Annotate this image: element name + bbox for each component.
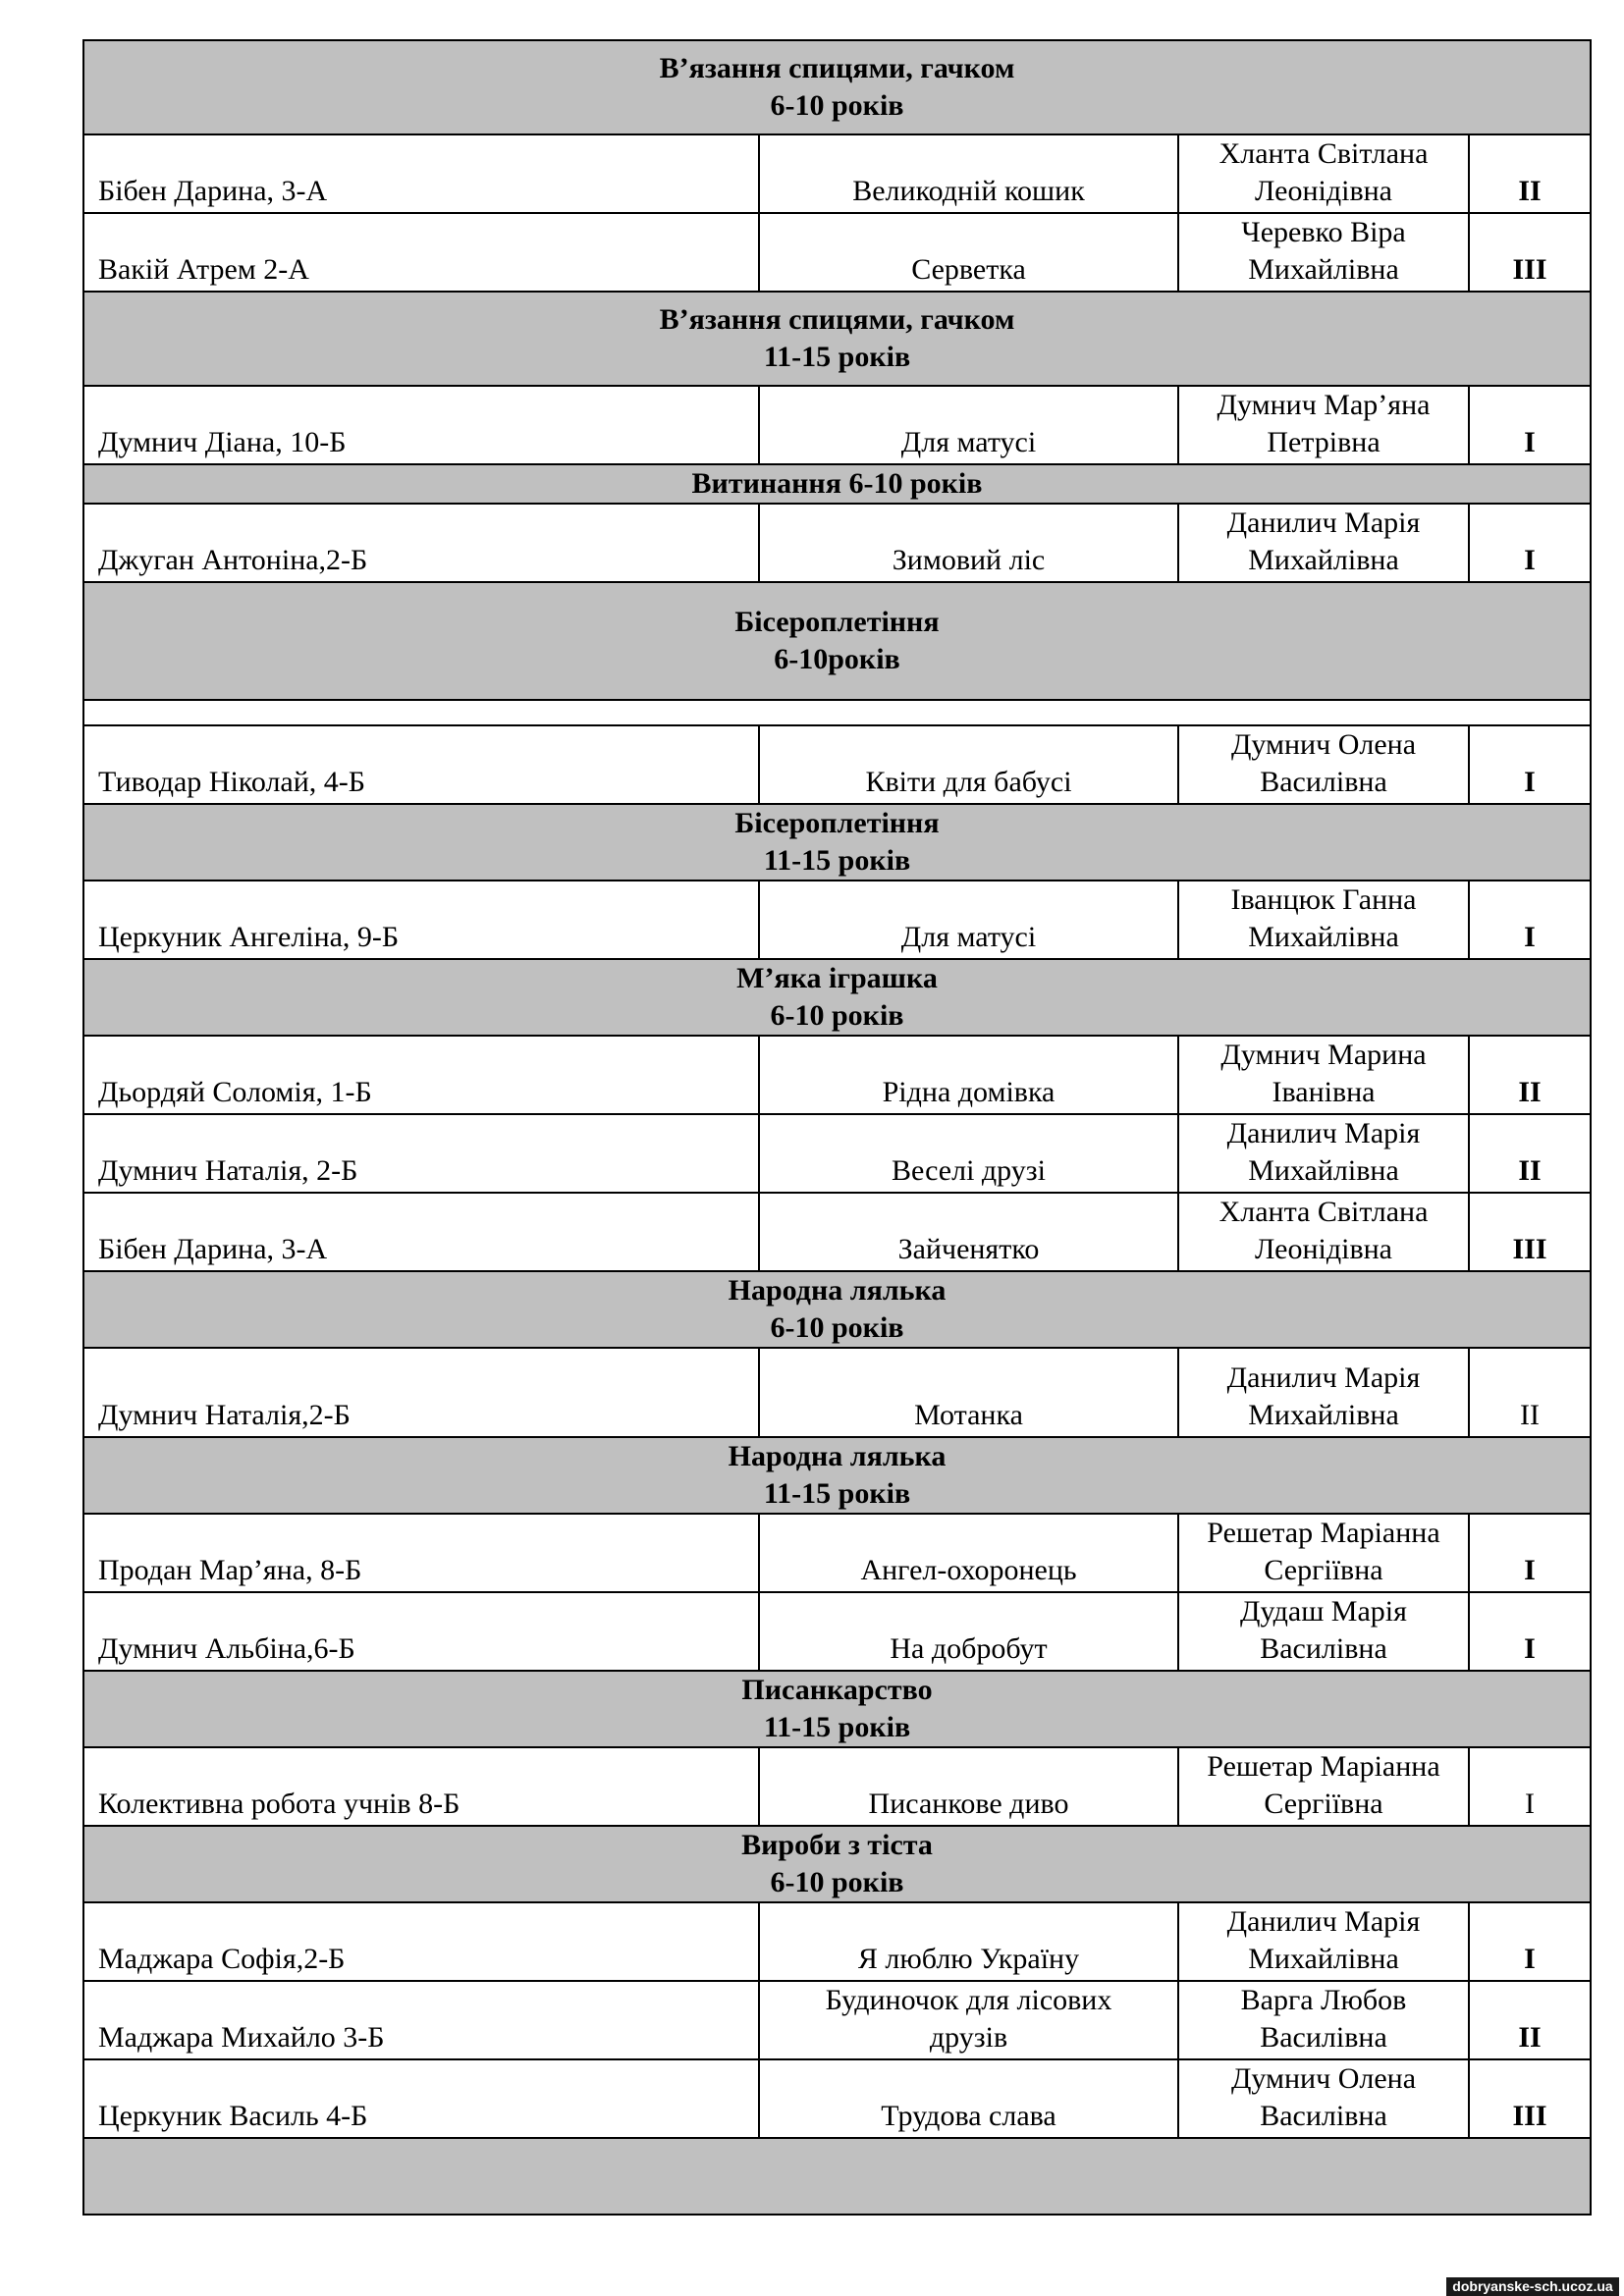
place-result: ІІ bbox=[1469, 1348, 1591, 1437]
place-result: ІІІ bbox=[1469, 2059, 1591, 2138]
work-title bbox=[759, 1747, 1178, 1826]
entry-row bbox=[83, 1514, 1591, 1592]
participant-name: Церкуник Василь 4-Б bbox=[83, 2059, 759, 2138]
teacher-name-line: Сергіївна bbox=[1264, 1788, 1383, 1820]
entry-row bbox=[83, 1902, 1591, 1981]
work-title bbox=[759, 725, 1178, 804]
work-title-line: Я люблю Україну bbox=[857, 1943, 1080, 1975]
work-title bbox=[759, 1902, 1178, 1981]
work-title bbox=[759, 1514, 1178, 1592]
participant-name: Дьордяй Соломія, 1-Б bbox=[83, 1036, 759, 1114]
place-result: І bbox=[1469, 386, 1591, 464]
spacer-row bbox=[83, 700, 1591, 725]
teacher-name bbox=[1178, 504, 1469, 582]
participant-name: Вакій Атрем 2-А bbox=[83, 213, 759, 292]
category-title: В’язання спицями, гачком bbox=[659, 52, 1015, 84]
category-header-cell bbox=[83, 582, 1591, 700]
teacher-name-line: Решетар Маріанна bbox=[1207, 1750, 1440, 1783]
category-header-cell bbox=[83, 1826, 1591, 1902]
category-title: В’язання спицями, гачком bbox=[659, 303, 1015, 336]
category-header-cell bbox=[83, 1671, 1591, 1747]
category-header-row bbox=[83, 292, 1591, 386]
results-table-body bbox=[83, 40, 1591, 2215]
work-title bbox=[759, 386, 1178, 464]
teacher-name-line: Василівна bbox=[1260, 1632, 1387, 1665]
teacher-name-line: Петрівна bbox=[1267, 426, 1380, 458]
teacher-name-line: Данилич Марія bbox=[1226, 1905, 1421, 1938]
work-title bbox=[759, 213, 1178, 292]
teacher-name-line: Данилич Марія bbox=[1226, 1362, 1421, 1394]
work-title-line: Будиночок для лісових bbox=[825, 1984, 1112, 2016]
entry-row bbox=[83, 1036, 1591, 1114]
teacher-name bbox=[1178, 881, 1469, 959]
teacher-name-line: Хланта Світлана bbox=[1218, 1196, 1429, 1228]
teacher-name bbox=[1178, 1902, 1469, 1981]
category-header-cell bbox=[83, 292, 1591, 386]
participant-name: Маджара Михайло 3-Б bbox=[83, 1981, 759, 2059]
site-watermark: dobryanske-sch.ucoz.ua bbox=[1446, 2277, 1619, 2296]
teacher-name bbox=[1178, 386, 1469, 464]
category-title: Витинання 6-10 років bbox=[691, 467, 983, 500]
teacher-name-line: Хланта Світлана bbox=[1218, 137, 1429, 170]
teacher-name-line: Василівна bbox=[1260, 2100, 1387, 2132]
category-header-row bbox=[83, 804, 1591, 881]
teacher-name-line: Михайлівна bbox=[1248, 1154, 1399, 1187]
category-age: 11-15 років bbox=[763, 1711, 911, 1743]
teacher-name-line: Данилич Марія bbox=[1226, 1117, 1421, 1149]
participant-name: Бібен Дарина, 3-А bbox=[83, 1193, 759, 1271]
work-title-line: Ангел-охоронець bbox=[860, 1554, 1077, 1586]
teacher-name bbox=[1178, 1747, 1469, 1826]
teacher-name-line: Іванцюк Ганна bbox=[1230, 883, 1417, 916]
category-header-cell bbox=[83, 40, 1591, 134]
teacher-name-line: Варга Любов bbox=[1240, 1984, 1407, 2016]
teacher-name bbox=[1178, 1193, 1469, 1271]
closing-row bbox=[83, 2138, 1591, 2215]
place-result: І bbox=[1469, 1592, 1591, 1671]
category-header-cell bbox=[83, 1437, 1591, 1514]
work-title bbox=[759, 504, 1178, 582]
place-result: ІІ bbox=[1469, 1036, 1591, 1114]
participant-name: Колективна робота учнів 8-Б bbox=[83, 1747, 759, 1826]
teacher-name-line: Василівна bbox=[1260, 766, 1387, 798]
category-age: 6-10 років bbox=[770, 999, 904, 1032]
category-header-row bbox=[83, 1671, 1591, 1747]
teacher-name bbox=[1178, 134, 1469, 213]
category-title: Вироби з тіста bbox=[741, 1829, 933, 1861]
place-result: І bbox=[1469, 504, 1591, 582]
teacher-name bbox=[1178, 1514, 1469, 1592]
entry-row bbox=[83, 386, 1591, 464]
participant-name: Продан Мар’яна, 8-Б bbox=[83, 1514, 759, 1592]
category-age: 11-15 років bbox=[763, 341, 911, 373]
participant-name: Думнич Наталія,2-Б bbox=[83, 1348, 759, 1437]
entry-row bbox=[83, 1193, 1591, 1271]
participant-name: Думнич Альбіна,6-Б bbox=[83, 1592, 759, 1671]
category-header-cell bbox=[83, 464, 1591, 504]
participant-name: Думнич Наталія, 2-Б bbox=[83, 1114, 759, 1193]
place-result: ІІІ bbox=[1469, 213, 1591, 292]
work-title bbox=[759, 1981, 1178, 2059]
work-title-line: На добробут bbox=[890, 1632, 1048, 1665]
entry-row bbox=[83, 881, 1591, 959]
teacher-name-line: Михайлівна bbox=[1248, 1943, 1399, 1975]
category-header-cell bbox=[83, 1271, 1591, 1348]
entry-row bbox=[83, 1592, 1591, 1671]
teacher-name-line: Черевко Віра bbox=[1241, 216, 1406, 248]
work-title-line: Писанкове диво bbox=[868, 1788, 1069, 1820]
teacher-name-line: Михайлівна bbox=[1248, 1399, 1399, 1431]
results-table bbox=[82, 39, 1592, 2216]
teacher-name-line: Дудаш Марія bbox=[1240, 1595, 1407, 1628]
entry-row bbox=[83, 1981, 1591, 2059]
teacher-name-line: Михайлівна bbox=[1248, 253, 1399, 286]
participant-name: Маджара Софія,2-Б bbox=[83, 1902, 759, 1981]
participant-name: Бібен Дарина, 3-А bbox=[83, 134, 759, 213]
participant-name: Тиводар Ніколай, 4-Б bbox=[83, 725, 759, 804]
category-title: Народна лялька bbox=[728, 1440, 947, 1472]
category-age: 11-15 років bbox=[763, 1477, 911, 1510]
entry-row bbox=[83, 1348, 1591, 1437]
teacher-name bbox=[1178, 2059, 1469, 2138]
work-title-line: Для матусі bbox=[900, 921, 1037, 953]
teacher-name-line: Леонідівна bbox=[1255, 175, 1392, 207]
spacer-cell bbox=[83, 700, 1591, 725]
work-title-line: друзів bbox=[929, 2021, 1008, 2054]
category-title: Бісероплетіння bbox=[734, 606, 940, 638]
teacher-name-line: Думнич Мар’яна bbox=[1217, 389, 1431, 421]
place-result: І bbox=[1469, 1902, 1591, 1981]
teacher-name bbox=[1178, 1036, 1469, 1114]
work-title-line: Трудова слава bbox=[881, 2100, 1056, 2132]
category-age: 11-15 років bbox=[763, 844, 911, 877]
category-header-row bbox=[83, 1271, 1591, 1348]
work-title bbox=[759, 134, 1178, 213]
category-header-cell bbox=[83, 804, 1591, 881]
place-result: ІІ bbox=[1469, 1981, 1591, 2059]
teacher-name-line: Михайлівна bbox=[1248, 921, 1399, 953]
results-sheet bbox=[82, 39, 1590, 2216]
work-title bbox=[759, 2059, 1178, 2138]
work-title-line: Веселі друзі bbox=[892, 1154, 1046, 1187]
entry-row bbox=[83, 2059, 1591, 2138]
entry-row bbox=[83, 213, 1591, 292]
category-age: 6-10 років bbox=[770, 89, 904, 122]
category-header-row bbox=[83, 464, 1591, 504]
place-result: І bbox=[1469, 725, 1591, 804]
work-title bbox=[759, 1193, 1178, 1271]
teacher-name-line: Данилич Марія bbox=[1226, 507, 1421, 539]
teacher-name-line: Решетар Маріанна bbox=[1207, 1517, 1440, 1549]
entry-row bbox=[83, 725, 1591, 804]
participant-name: Думнич Діана, 10-Б bbox=[83, 386, 759, 464]
place-result: ІІІ bbox=[1469, 1193, 1591, 1271]
work-title bbox=[759, 881, 1178, 959]
category-title: Народна лялька bbox=[728, 1274, 947, 1307]
teacher-name bbox=[1178, 1348, 1469, 1437]
category-age: 6-10років bbox=[774, 643, 900, 675]
place-result: І bbox=[1469, 881, 1591, 959]
entry-row bbox=[83, 1114, 1591, 1193]
entry-row bbox=[83, 1747, 1591, 1826]
closing-cell bbox=[83, 2138, 1591, 2215]
category-header-cell bbox=[83, 959, 1591, 1036]
work-title-line: Мотанка bbox=[914, 1399, 1023, 1431]
place-result: ІІ bbox=[1469, 134, 1591, 213]
teacher-name-line: Василівна bbox=[1260, 2021, 1387, 2054]
teacher-name-line: Сергіївна bbox=[1264, 1554, 1383, 1586]
participant-name: Джуган Антоніна,2-Б bbox=[83, 504, 759, 582]
category-title: Бісероплетіння bbox=[734, 807, 940, 839]
place-result: ІІ bbox=[1469, 1114, 1591, 1193]
participant-name: Церкуник Ангеліна, 9-Б bbox=[83, 881, 759, 959]
work-title-line: Серветка bbox=[911, 253, 1026, 286]
category-title: М’яка іграшка bbox=[736, 962, 938, 994]
teacher-name-line: Думнич Марина bbox=[1220, 1039, 1427, 1071]
category-header-row bbox=[83, 1437, 1591, 1514]
teacher-name bbox=[1178, 1114, 1469, 1193]
teacher-name-line: Іванівна bbox=[1272, 1076, 1376, 1108]
work-title-line: Квіти для бабусі bbox=[865, 766, 1072, 798]
work-title-line: Зайченятко bbox=[897, 1233, 1040, 1265]
work-title bbox=[759, 1036, 1178, 1114]
entry-row bbox=[83, 134, 1591, 213]
work-title bbox=[759, 1114, 1178, 1193]
category-header-row bbox=[83, 582, 1591, 700]
place-result: І bbox=[1469, 1747, 1591, 1826]
teacher-name-line: Леонідівна bbox=[1255, 1233, 1392, 1265]
work-title bbox=[759, 1592, 1178, 1671]
entry-row bbox=[83, 504, 1591, 582]
place-result: І bbox=[1469, 1514, 1591, 1592]
work-title bbox=[759, 1348, 1178, 1437]
teacher-name bbox=[1178, 725, 1469, 804]
teacher-name-line: Думнич Олена bbox=[1230, 2062, 1417, 2095]
work-title-line: Великодній кошик bbox=[852, 175, 1085, 207]
work-title-line: Зимовий ліс bbox=[892, 544, 1046, 576]
category-age: 6-10 років bbox=[770, 1866, 904, 1898]
teacher-name bbox=[1178, 1981, 1469, 2059]
category-header-row bbox=[83, 40, 1591, 134]
teacher-name-line: Михайлівна bbox=[1248, 544, 1399, 576]
teacher-name bbox=[1178, 213, 1469, 292]
work-title-line: Для матусі bbox=[900, 426, 1037, 458]
category-header-row bbox=[83, 959, 1591, 1036]
category-header-row bbox=[83, 1826, 1591, 1902]
category-age: 6-10 років bbox=[770, 1311, 904, 1344]
category-title: Писанкарство bbox=[741, 1674, 933, 1706]
work-title-line: Рідна домівка bbox=[882, 1076, 1056, 1108]
teacher-name-line: Думнич Олена bbox=[1230, 728, 1417, 761]
teacher-name bbox=[1178, 1592, 1469, 1671]
